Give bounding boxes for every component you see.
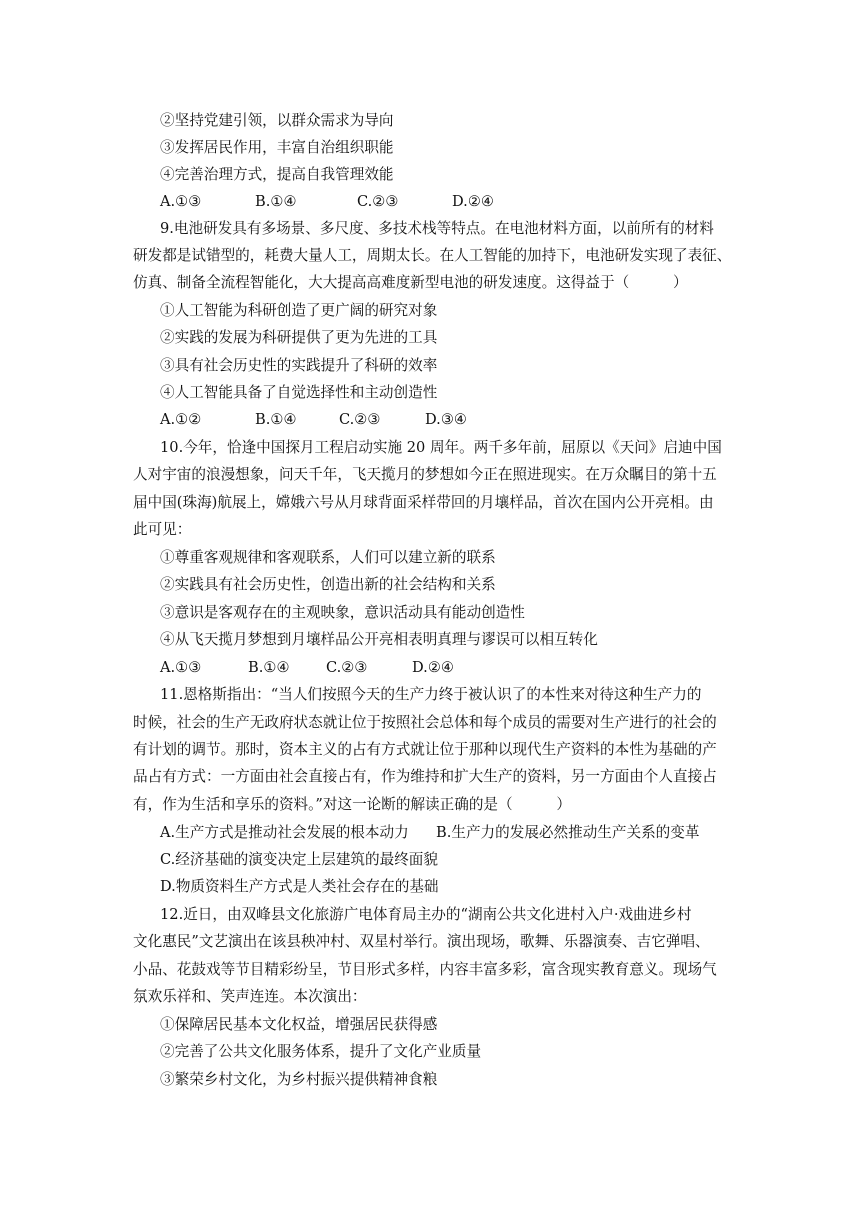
q9-options [160,410,467,430]
q9-option-c: C.②③ [339,411,381,428]
q9-item-4: ④人工智能具备了自觉选择性和主动创造性 [160,384,438,401]
q12-stem-line-1: 12.近日，由双峰县文化旅游广电体育局主办的“湖南公共文化进村入户·戏曲进乡村 [160,906,692,923]
q12-item-2: ②完善了公共文化服务体系，提升了文化产业质量 [160,1043,482,1060]
q9-item-3: ③具有社会历史性的实践提升了科研的效率 [160,357,438,374]
q12-stem-line-4: 氛欢乐祥和、笑声连连。本次演出： [133,988,367,1005]
q10-item-2: ②实践具有社会历史性，创造出新的社会结构和关系 [160,576,496,593]
q9-option-d: D.③④ [425,411,467,428]
q11-stem-line-4: 品占有方式：一方面由社会直接占有，作为维持和扩大生产的资料，另一方面由个人直接占 [133,768,717,785]
q11-option-d: D.物质资料生产方式是人类社会存在的基础 [160,878,439,895]
q8-item-4: ④完善治理方式，提高自我管理效能 [160,166,394,183]
q8-item-2: ②坚持党建引领，以群众需求为导向 [160,112,394,129]
q9-stem-line-3: 仿真、制备全流程智能化，大大提高高难度新型电池的研发速度。这得益于（ ） [133,274,688,291]
q11-options-row-1 [160,823,699,843]
q12-item-3: ③繁荣乡村文化，为乡村振兴提供精神食粮 [160,1071,438,1088]
q11-option-c: C.经济基础的演变决定上层建筑的最终面貌 [160,851,438,868]
q9-stem-line-1: 9.电池研发具有多场景、多尺度、多技术栈等特点。在电池材料方面，以前所有的材料 [160,220,714,237]
q8-option-c: C.②③ [357,193,399,210]
q9-stem-line-2: 研发都是试错型的，耗费大量人工，周期太长。在人工智能的加持下，电池研发实现了表征、 [133,247,732,264]
q10-stem-line-3: 届中国(珠海)航展上，嫦娥六号从月球背面采样带回的月壤样品，首次在国内公开亮相。由 [133,494,714,511]
q10-item-4: ④从飞天揽月梦想到月壤样品公开亮相表明真理与谬误可以相互转化 [160,631,598,648]
q11-option-a: A.生产方式是推动社会发展的根本动力 [160,824,409,841]
q10-item-3: ③意识是客观存在的主观映象，意识活动具有能动创造性 [160,604,525,621]
q8-option-b: B.①④ [255,193,297,210]
q11-stem-line-2: 时候，社会的生产无政府状态就让位于按照社会总体和每个成员的需要对生产进行的社会的 [133,714,717,731]
q12-stem-line-3: 小品、花鼓戏等节目精彩纷呈，节目形式多样，内容丰富多彩，富含现实教育意义。现场气 [133,961,717,978]
q10-stem-line-2: 人对宇宙的浪漫想象，问天千年，飞天揽月的梦想如今正在照进现实。在万众瞩目的第十五 [133,466,717,483]
q12-stem-line-2: 文化惠民”文艺演出在该县秧冲村、双星村举行。演出现场，歌舞、乐器演奏、吉它弹唱、 [133,933,710,950]
q11-stem-line-5: 有，作为生活和享乐的资料。”对这一论断的解读正确的是（ ） [133,796,571,813]
q8-item-3: ③发挥居民作用，丰富自治组织职能 [160,139,394,156]
q8-option-a: A.①③ [160,193,202,210]
q11-stem-line-3: 有计划的调节。那时，资本主义的占有方式就让位于那种以现代生产资料的本性为基础的产 [133,741,717,758]
q10-options [160,658,454,678]
q10-option-d: D.②④ [412,659,454,676]
q10-option-b: B.①④ [248,659,290,676]
q8-options [160,192,494,212]
q9-item-1: ①人工智能为科研创造了更广阔的研究对象 [160,302,438,319]
q11-stem-line-1: 11.恩格斯指出：“当人们按照今天的生产力终于被认识了的本性来对待这种生产力的 [160,686,702,703]
q10-option-a: A.①③ [160,659,202,676]
q11-option-b: B.生产力的发展必然推动生产关系的变革 [436,824,700,841]
q9-option-b: B.①④ [255,411,297,428]
q8-option-d: D.②④ [452,193,494,210]
q9-option-a: A.①② [160,411,202,428]
q12-item-1: ①保障居民基本文化权益，增强居民获得感 [160,1016,438,1033]
q10-item-1: ①尊重客观规律和客观联系，人们可以建立新的联系 [160,549,496,566]
q10-stem-line-1: 10.今年，恰逢中国探月工程启动实施 20 周年。两千多年前，屈原以《天问》启迪中国 [160,439,722,456]
q10-stem-line-4: 此可见： [133,521,192,538]
q10-option-c: C.②③ [326,659,368,676]
q9-item-2: ②实践的发展为科研提供了更为先进的工具 [160,329,438,346]
